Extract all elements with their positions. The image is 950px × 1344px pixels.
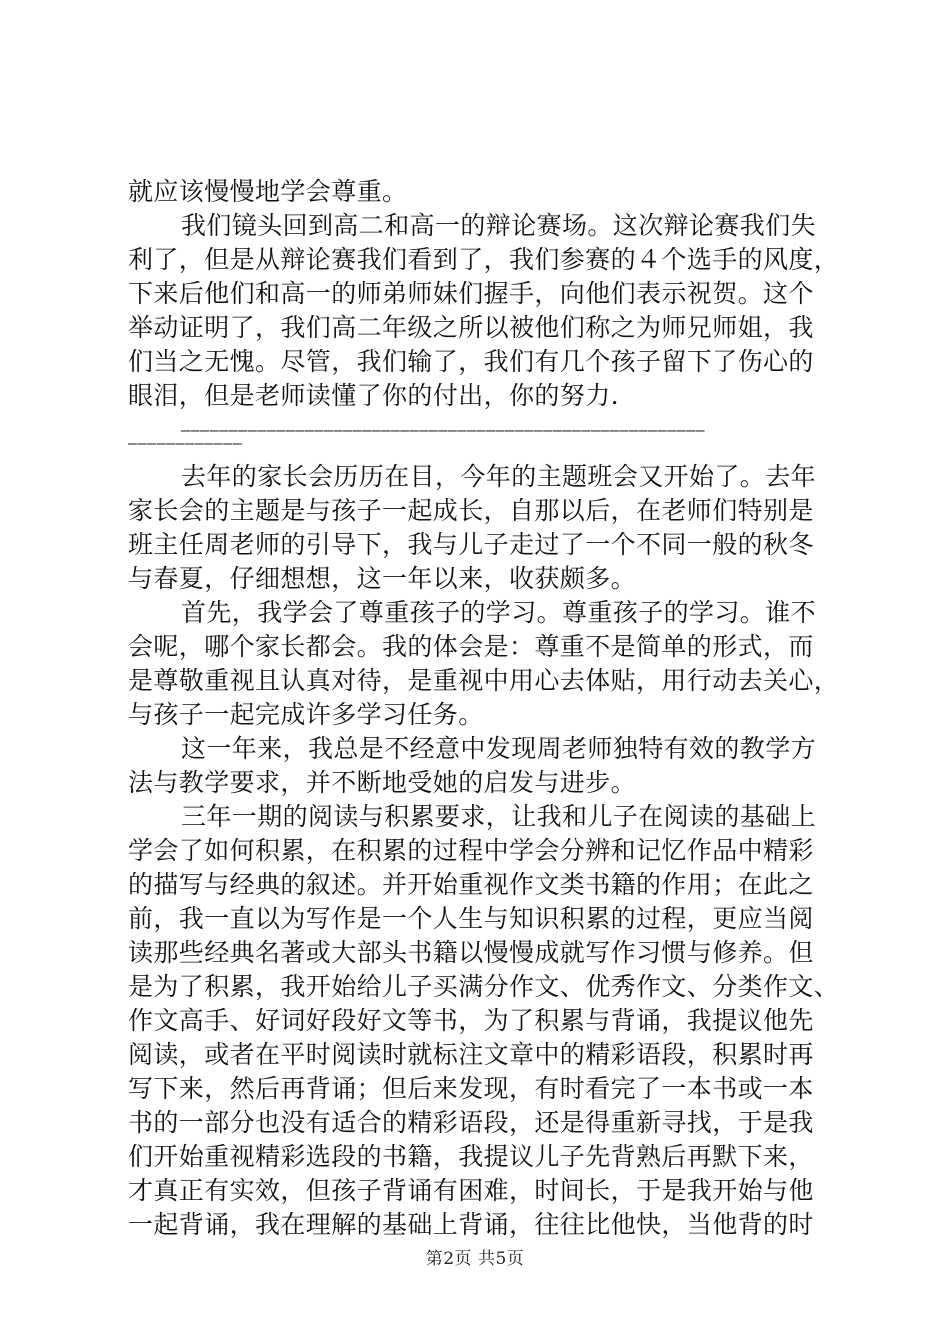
separator-line: ——————————————————————————————————————————————————————— bbox=[181, 421, 706, 439]
text-line: 家长会的主题是与孩子一起成长，自那以后，在老师们特别是 bbox=[128, 496, 814, 525]
text-line: 们开始重视精彩选段的书籍，我提议儿子先背熟后再默下来， bbox=[128, 1142, 814, 1171]
text-line: 就应该慢慢地学会尊重。 bbox=[128, 177, 408, 206]
text-line: 班主任周老师的引导下，我与儿子走过了一个不同一般的秋冬 bbox=[128, 530, 814, 559]
text-line: 下来后他们和高一的师弟师妹们握手，向他们表示祝贺。这个 bbox=[128, 279, 814, 308]
text-line: 法与教学要求，并不断地受她的启发与进步。 bbox=[128, 768, 637, 797]
text-line: 才真正有实效，但孩子背诵有困难，时间长，于是我开始与他 bbox=[128, 1176, 814, 1205]
text-line: 学会了如何积累，在积累的过程中学会分辨和记忆作品中精彩 bbox=[128, 836, 814, 865]
text-line: 与孩子一起完成许多学习任务。 bbox=[128, 700, 484, 729]
text-line: 书的一部分也没有适合的精彩语段，还是得重新寻找，于是我 bbox=[128, 1108, 814, 1137]
text-line: 写下来，然后再背诵；但后来发现，有时看完了一本书或一本 bbox=[128, 1074, 814, 1103]
text-line: 的描写与经典的叙述。并开始重视作文类书籍的作用；在此之 bbox=[128, 870, 814, 899]
text-line: 与春夏，仔细想想，这一年以来，收获颇多。 bbox=[128, 564, 637, 593]
text-line: 是为了积累，我开始给儿子买满分作文、优秀作文、分类作文、 bbox=[128, 972, 840, 1001]
text-line: 一起背诵，我在理解的基础上背诵，往往比他快，当他背的时 bbox=[128, 1210, 814, 1239]
text-line: 作文高手、好词好段好文等书，为了积累与背诵，我提议他先 bbox=[128, 1006, 814, 1035]
text-line: 读那些经典名著或大部头书籍以慢慢成就写作习惯与修养。但 bbox=[128, 938, 814, 967]
separator-line-continued: ———————————— bbox=[128, 434, 243, 452]
text-line: 这一年来，我总是不经意中发现周老师独特有效的教学方 bbox=[181, 734, 817, 763]
text-line: 举动证明了，我们高二年级之所以被他们称之为师兄师姐，我 bbox=[128, 313, 814, 342]
text-line: 是尊敬重视且认真对待，是重视中用心去体贴，用行动去关心， bbox=[128, 666, 840, 695]
text-line: 利了，但是从辩论赛我们看到了，我们参赛的４个选手的风度， bbox=[128, 245, 840, 274]
text-line: 们当之无愧。尽管，我们输了，我们有几个孩子留下了伤心的 bbox=[128, 347, 814, 376]
text-line: 眼泪，但是老师读懂了你的付出，你的努力. bbox=[128, 381, 619, 410]
text-line: 我们镜头回到高二和高一的辩论赛场。这次辩论赛我们失 bbox=[181, 211, 817, 240]
text-line: 会呢，哪个家长都会。我的体会是：尊重不是简单的形式，而 bbox=[128, 632, 814, 661]
text-line: 首先，我学会了尊重孩子的学习。尊重孩子的学习。谁不 bbox=[181, 598, 817, 627]
page-number-footer: 第2页 共5页 bbox=[425, 1249, 525, 1269]
text-line: 三年一期的阅读与积累要求，让我和儿子在阅读的基础上 bbox=[181, 802, 817, 831]
text-line: 去年的家长会历历在目，今年的主题班会又开始了。去年 bbox=[181, 462, 817, 491]
text-line: 前，我一直以为写作是一个人生与知识积累的过程，更应当阅 bbox=[128, 904, 814, 933]
text-line: 阅读，或者在平时阅读时就标注文章中的精彩语段，积累时再 bbox=[128, 1040, 814, 1069]
